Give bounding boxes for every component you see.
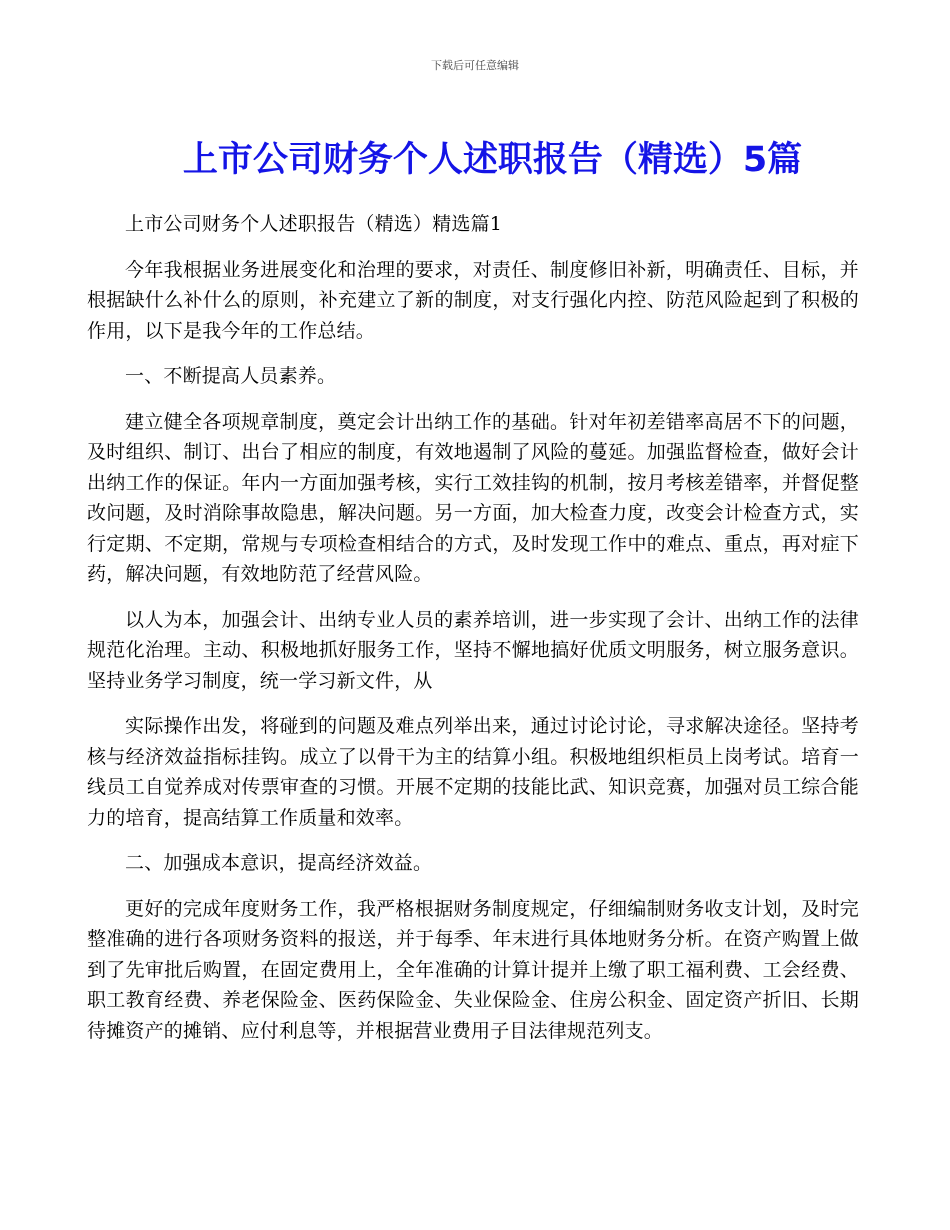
subtitle-paragraph: 上市公司财务个人述职报告（精选）精选篇1 <box>125 213 503 235</box>
section-heading: 一、不断提高人员素养。 <box>125 365 337 387</box>
body-paragraph: 实际操作出发，将碰到的问题及难点列举出来，通过讨论讨论，寻求解决途径。坚持考核与经济效益指标挂钩。成立了以骨干为主的结算小组。积极地组织柜员上岗考试。培育一线员工自觉养成对传票审查的习惯。开展不定期的技能比武、知识竞赛，加强对员工综合能力的培育，提高结算工作质量和效率。 <box>87 715 859 829</box>
body-paragraph: 更好的完成年度财务工作，我严格根据财务制度规定，仔细编制财务收支计划，及时完整准确的进行各项财务资料的报送，并于每季、年末进行具体地财务分析。在资产购置上做到了先审批后购置，在固定费用上，全年准确的计算计提并上缴了职工福利费、工会经费、职工教育经费、养老保险金、医药保险金、失业保险金、住房公积金、固定资产折旧、长期待摊资产的摊销、应付利息等，并根据营业费用子目法律规范列支。 <box>87 897 859 1042</box>
body-paragraph: 以人为本，加强会计、出纳专业人员的素养培训，进一步实现了会计、出纳工作的法律规范化治理。主动、积极地抓好服务工作，坚持不懈地搞好优质文明服务，树立服务意识。坚持业务学习制度，统一学习新文件，从 <box>87 608 859 692</box>
body-paragraph: 建立健全各项规章制度，奠定会计出纳工作的基础。针对年初差错率高居不下的问题，及时组织、制订、出台了相应的制度，有效地遏制了风险的蔓延。加强监督检查，做好会计出纳工作的保证。年内一方面加强考核，实行工效挂钩的机制，按月考核差错率，并督促整改问题，及时消除事故隐患，解决问题。另一方面，加大检查力度，改变会计检查方式，实行定期、不定期，常规与专项检查相结合的方式，及时发现工作中的难点、重点，再对症下药，解决问题，有效地防范了经营风险。 <box>87 410 859 585</box>
section-heading: 二、加强成本意识，提高经济效益。 <box>125 852 433 874</box>
body-paragraph: 今年我根据业务进展变化和治理的要求，对责任、制度修旧补新，明确责任、目标，并根据缺什么补什么的原则，补充建立了新的制度，对支行强化内控、防范风险起到了积极的作用，以下是我今年的工作总结。 <box>87 258 859 342</box>
document-body <box>87 209 859 1061</box>
header-note: 下载后可任意编辑 <box>431 59 519 72</box>
document-title: 上市公司财务个人述职报告（精选）5篇 <box>182 140 803 180</box>
